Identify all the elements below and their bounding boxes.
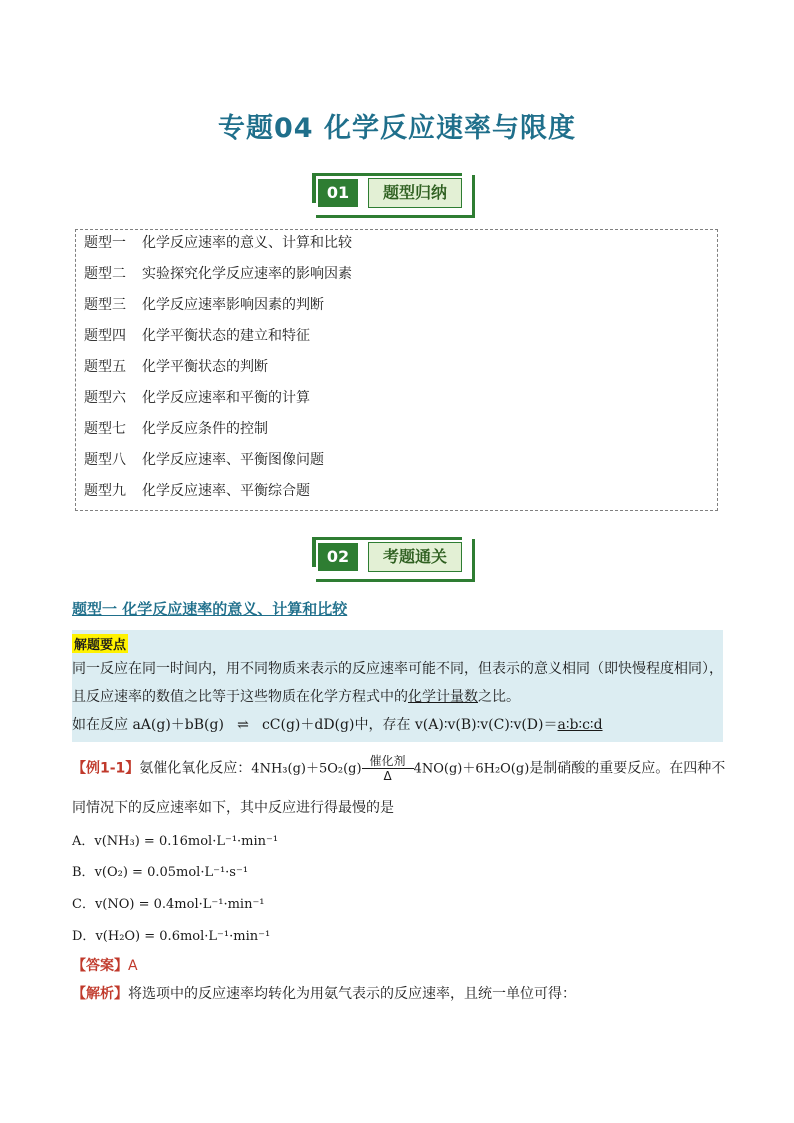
topic-item[interactable]: 题型九 化学反应速率、平衡综合题 [84,483,310,499]
option-a[interactable]: A．v(NH₃) = 0.16mol·L⁻¹·min⁻¹ [72,834,279,849]
key-points-label: 解题要点 [72,634,128,653]
section-label: 考题通关 [368,542,462,572]
example-stem: 【例1-1】氨催化氧化反应：4NH₃(g)＋5O₂(g) 催化剂 Δ 4NO(g)＋6H₂O(g)是制硝酸的重要反应。在四种不 [72,754,726,783]
analysis-line: 【解析】将选项中的反应速率均转化为用氨气表示的反应速率，且统一单位可得： [72,986,576,1002]
topic-item[interactable]: 题型五 化学平衡状态的判断 [84,359,268,375]
topic-item[interactable]: 题型四 化学平衡状态的建立和特征 [84,328,310,344]
example-stem-line2: 同情况下的反应速率如下，其中反应进行得最慢的是 [72,800,394,816]
topic-item[interactable]: 题型三 化学反应速率影响因素的判断 [84,297,324,313]
option-c[interactable]: C．v(NO) = 0.4mol·L⁻¹·min⁻¹ [72,897,265,912]
topic-item[interactable]: 题型七 化学反应条件的控制 [84,421,268,437]
option-b[interactable]: B．v(O₂) = 0.05mol·L⁻¹·s⁻¹ [72,865,249,880]
topic-item[interactable]: 题型一 化学反应速率的意义、计算和比较 [84,235,352,251]
key-points-box [72,630,723,742]
section-label: 题型归纳 [368,178,462,208]
answer-tag: 【答案】 [72,958,128,974]
topic-item[interactable]: 题型二 实验探究化学反应速率的影响因素 [84,266,352,282]
topic-item[interactable]: 题型八 化学反应速率、平衡图像问题 [84,452,324,468]
equilibrium-arrow-icon: ⇌ [237,717,249,733]
key-point-line: 且反应速率的数值之比等于这些物质在化学方程式中的化学计量数之比。 [72,689,520,705]
answer-value: A [128,958,138,974]
section-header-exam [312,537,482,583]
analysis-tag: 【解析】 [72,986,128,1002]
section-number: 02 [318,543,358,571]
page-title: 专题04 化学反应速率与限度 [218,113,576,144]
section-header-summary [312,173,482,219]
topic-item[interactable]: 题型六 化学反应速率和平衡的计算 [84,390,310,406]
section-number: 01 [318,179,358,207]
example-tag: 【例1-1】 [72,760,140,777]
topic-list-box [75,229,718,511]
key-point-line: 同一反应在同一时间内，用不同物质来表示的反应速率可能不同，但表示的意义相同（即快慢程度相同）， [72,661,723,677]
option-d[interactable]: D．v(H₂O) = 0.6mol·L⁻¹·min⁻¹ [72,929,271,944]
key-point-equation: 如在反应 aA(g)＋bB(g) ⇌ cC(g)＋dD(g)中，存在 v(A)∶v(B)∶v(C)∶v(D)＝a∶b∶c∶d [72,717,603,733]
catalyst-condition: 催化剂 Δ [362,754,414,783]
question-type-heading: 题型一 化学反应速率的意义、计算和比较 [72,600,348,618]
answer-line [72,955,138,975]
